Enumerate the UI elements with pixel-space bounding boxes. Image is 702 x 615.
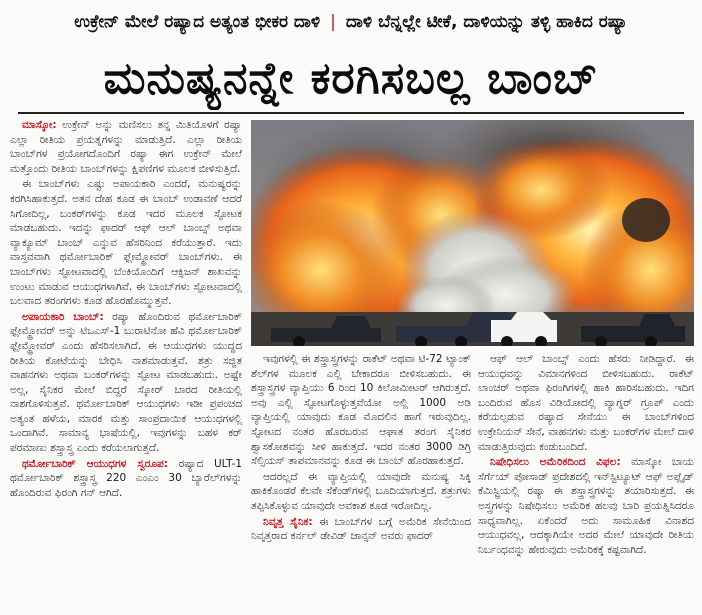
kicker-line: [0, 0, 702, 44]
paragraph: [251, 515, 471, 544]
kicker-divider: |: [330, 12, 336, 32]
dateline: ಮಾಸ್ಕೋ:: [22, 119, 57, 131]
explosion-illustration: [251, 120, 694, 346]
paragraph-text: ಉಕ್ರೇನ್ ಅನ್ನು ಮಣಿಸಲು ತನ್ನ ಮಿತಿಯೊಳಗೆ ರಷ್ಯಾ ಎಲ್ಲಾ ರೀತಿಯ ಪ್ರಯತ್ನಗಳನ್ನು ಮಾಡುತ್ತಿದೆ. ಎಲ್ಲಾ ರೀತಿಯ ಬಾಂಬ್‌ಗಳ ಪ್ರಯೋಗದೊಂದಿಗೆ ರಷ್ಯಾ ಈಗ ಉಕ್ರೇನ್ ಮೇಲೆ ಮತ್ತೊಂದು ರೀತಿಯ ಬಾಂಬ್‌ಗಳನ್ನು ಕ್ಷಿಪಣಿಗಳ ಮೂಲಕ ಬೀಳಿಸುತ್ತಿದೆ.: [10, 119, 243, 175]
paragraph-text: ಈ ಬಾಂಬ್‌ಗಳ ಬಗ್ಗೆ ಅಮೆರಿಕ ಸೇನೆಯಿಂದ ನಿವೃತ್ತರಾದ ಕರ್ನಲ್ ಡೇವಿಡ್ ಜಾನ್ಸನ್ ಅವರು ಫಾದರ್: [251, 515, 471, 543]
explosion-photo: [251, 120, 694, 346]
paragraph: ಆಫ್ ಆಲ್ ಬಾಂಬ್ಸ್ ಎಂದು ಹೆಸರು ನೀಡಿದ್ದಾರೆ. ಈ ಆಯುಧವನ್ನು ವಿಮಾನಗಳಿಂದ ಬೀಳಿಸಬಹುದು. ರಾಕೆಟ್ ಲಾಂಚರ್ ಅಥವಾ ಫಿರಂಗಿಗಳಲ್ಲಿ ಹಾಕಿ ಹಾರಿಸಬಹುದು. ಇದಿಗ ಬಂದಿರುವ ಹೊಸ ವಿಡಿಯೋದಲ್ಲಿ ವ್ಯಾಗ್ನರ್ ಗ್ರೂಪ್ ಎಂದು ಕರೆಯಲ್ಪಡುವ ರಷ್ಯಾದ ಸೇನೆಯು ಈ ಬಾಂಬ್‌ಗಳಿಂದ ಉಕ್ರೇನಿಯನ್ ಸೇನೆ, ವಾಹನಗಳು ಮತ್ತು ಬಂಕರ್‌ಗಳ ಮೇಲೆ ದಾಳಿ ಮಾಡುತ್ತಿರುವುದು ಕಂಡುಬಂದಿದೆ.: [478, 353, 694, 453]
paragraph: [10, 310, 242, 456]
paragraph: [10, 457, 242, 501]
subheading: ನಿಷೇಧಿಸಲು ಅಮೆರಿಕದಿಂದ ವಿಫಲ:: [490, 456, 621, 469]
paragraph-text: ರಷ್ಯಾ ಹೊಂದಿರುವ ಥರ್ಮೋಬಾರಿಕ್ ಫ್ಲೇಮ್ಥ್ರೋವರ್ ಅನ್ನು ಟಿಒಎಸ್-1 ಬುರಾಟಿನೋ ಹೆವಿ ಥರ್ಮೋಬಾರಿಕ್ ಫ್ಲೇಮ್ಥ್ರೋವರ್ ಎಂದು ಹೆಸರಿಸಲಾಗಿದೆ. ಈ ಆಯುಧಗಳು ಯುದ್ಧದ ರೀತಿಯ ಕೋಟೆಯನ್ನು ಬೇಧಿಸಿ ನಾಶಮಾಡುತ್ತವೆ. ಶತ್ರು ಸಜ್ಜಿತ ವಾಹನಗಳು ಅಥವಾ ಬಂಕರ್‌ಗಳನ್ನು ಸ್ಫೋಟ ಮಾಡಬಹುದು. ಅಷ್ಟೇ ಅಲ್ಲ, ಸೈನಿಕರ ಮೇಲೆ ಬಿದ್ದರೆ ಸ್ಕೋರ್ ಬಾರದ ರೀತಿಯಲ್ಲಿ ನಾಶಗೊಳಿಸುತ್ತವೆ. ಥರ್ಮೋಬಾರಿಕ್ ಆಯುಧಗಳು ಇಡೀ ಪ್ರಪಂಚದ ಅತ್ಯಂತ ಹಳೆಯ, ಮಾರಕ ಮತ್ತು ಸಾಂಪ್ರದಾಯಿಕ ಆಯುಧಗಳಲ್ಲಿ ಒಂದಾಗಿವೆ. ಸಾಮಾನ್ಯ ಭಾಷೆಯಲ್ಲಿ, ಇವುಗಳನ್ನು ಬಹಳ ಕರ್ ಪರಮಾಣು ಶಸ್ತ್ರಾಸ್ತ್ರ ಎಂದು ಕರೆಯಲಾಗುತ್ತದೆ.: [10, 310, 242, 455]
subheading: ಥರ್ಮೋಬಾರಿಕ್ ಆಯುಧಗಳ ಸ್ವರೂಪ:: [22, 457, 168, 470]
headline-rule: [18, 112, 684, 114]
article-left-column: [10, 118, 242, 501]
kicker-left: ಉಕ್ರೇನ್ ಮೇಲೆ ರಷ್ಯಾದ ಅತ್ಯಂತ ಭೀಕರ ದಾಳಿ: [74, 12, 321, 32]
paragraph: ಆದರಲ್ಲದೆ ಈ ವ್ಯಾಪ್ತಿಯಲ್ಲಿ ಯಾವುದೇ ಮನುಷ್ಯ ಸಿಕ್ಕಿ ಹಾಕಿಕೊಂಡರೆ ಕೆಲವೇ ಸೆಕೆಂಡ್‌ಗಳಲ್ಲಿ ಬೂದಿಯಾಗುತ್ತದೆ. ಶತ್ರುಗಳು ತಪ್ಪಿಸಿಕೊಳ್ಳುವ ಯಾವುದೇ ಅವಕಾಶ ಕೂಡ ಇರೋದಿಲ್ಲ.: [251, 470, 471, 512]
article-middle-column: [251, 352, 471, 545]
paragraph: ಇವುಗಳಲ್ಲಿ ಈ ಶಸ್ತ್ರಾಸ್ತ್ರಗಳನ್ನು ರಾಕೆಟ್ ಅಥವಾ ಟಿ-72 ಟ್ಯಾಂಕ್ ಶೆಲ್‌ಗಳ ಮೂಲಕ ಎಲ್ಲಿ ಬೇಕಾದರೂ ಬೀಳಿಸಬಹುದು. ಈ ಶಸ್ತ್ರಾಸ್ತ್ರಗಳ ವ್ಯಾಪ್ತಿಯು 6 ರಿಂದ 10 ಕಿಲೋಮೀಟರ್ ಆಗಿರುತ್ತದೆ. ಅವು ಎಲ್ಲಿ ಸ್ಫೋಟಗೊಳ್ಳುತ್ತವೆಯೋ ಅಲ್ಲಿ 1000 ಅಡಿ ವ್ಯಾಪ್ತಿಯಲ್ಲಿ ಯಾವುದು ಕೂಡ ಮೊದಲಿನ ಹಾಗೆ ಇರುವುದಿಲ್ಲ. ಸ್ಫೋಟದ ನಂತರ ಹೊರಬರುವ ಆಘಾತ ತರಂಗ ಸೈನಿಕರ ಶ್ವಾಸಕೋಶವನ್ನು ಸೀಳಿ ಹಾಕುತ್ತದೆ. ಇದರ ನಂತರ 3000 ಡಿಗ್ರಿ ಸೆಲ್ಸಿಯಸ್ ತಾಪಮಾನವನ್ನು ಕೂಡ ಈ ಬಾಂಬ್ ಹೊರಹಾಕುತ್ತದೆ.: [251, 353, 471, 468]
paragraph: [478, 455, 694, 557]
paragraph: [10, 118, 242, 176]
kicker-right: ದಾಳಿ ಬೆನ್ನಲ್ಲೇ ಟೀಕೆ, ದಾಳಿಯನ್ನು ತಳ್ಳಿ ಹಾಕಿದ ರಷ್ಯಾ: [345, 12, 628, 32]
subheading: ಅಪಾಯಕಾರಿ ಬಾಂಬ್:: [22, 310, 104, 323]
article-right-column: [478, 352, 694, 558]
paragraph: ಈ ಬಾಂಬ್‌ಗಳು ಎಷ್ಟು ಅಪಾಯಕಾರಿ ಎಂದರೆ, ಮನುಷ್ಯರನ್ನು ಕರಗಿಸಿಹಾಕುತ್ತದೆ. ಅತನ ದೇಹ ಕೂಡ ಈ ಬಾಂಬ್ ಉಡಾವಣೆ ಆದರೆ ಸಿಗೋದಿಲ್ಲ, ಬಂಕರ್‌ಗಳನ್ನು ಕೂಡ ಇದರ ಮೂಲಕ ಸ್ಫೋಟಕ ಮಾಡಬಹುದು. ಇದನ್ನು ಫಾದರ್ ಆಫ್ ಆಲ್ ಬಾಂಬ್ಸ್ ಅಥವಾ ವ್ಯಾಕ್ಯೂಮ್ ಬಾಂಬ್ ಎನ್ನುವ ಹೆಸರಿನಿಂದ ಕರೆಯುತ್ತಾರೆ. ಇದು ವಾಸ್ತವವಾಗಿ ಥರ್ಮೋಬಾರಿಕ್ ಫ್ಲೇಮ್ಥ್ರೋವರ್ ಬಾಂಬ್‌ಗಳು. ಈ ಬಾಂಬ್‌ಗಳು ಸ್ಫೋಟವಾದಲ್ಲಿ ಬೆಂಕಿಯೊಂದಿಗೆ ಆಕ್ಸಿಜನ್ ಶಾಖವನ್ನು ಉಂಟು ಮಾಡುವ ಆಯುಧಗಳಾಗಿವೆ. ಈ ಬಾಂಬ್‌ಗಳು ಸ್ಫೋಟವಾದಲ್ಲಿ ಬಲವಾದ ತರಂಗಗಳು ಕೂಡ ಹೊರಹೊಮ್ಮುತ್ತವೆ.: [10, 178, 242, 308]
subheading: ನಿವೃತ್ತ ಸೈನಿಕ:: [263, 515, 313, 528]
headline: ಮನುಷ್ಯನನ್ನೇ ಕರಗಿಸಬಲ್ಲ ಬಾಂಬ್: [103, 52, 599, 104]
paragraph-text: ಮಾಸ್ಕೋ ಬಾಯ ಸೆರ್ಗೆಯ್ ಪೋಸಾಡ್ ಪ್ರದೇಶದಲ್ಲಿ ಇನ್‌ಸ್ಟಿಟ್ಯೂಟ್ ಆಫ್ ಅಪ್ಲೈಡ್ ಕೆಮಿಸ್ಟ್ರಿಯಲ್ಲಿ ರಷ್ಯಾ ಈ ಶಸ್ತ್ರಾಸ್ತ್ರಗಳನ್ನು ತಯಾರಿಸುತ್ತದೆ. ಈ ಅಸ್ತ್ರಗಳನ್ನು ನಿಷೇಧಿಸಲು ಅಮೆರಿಕ ಹಲವು ಬಾರಿ ಪ್ರಯತ್ನಿಸಿದರೂ ಸಾಧ್ಯವಾಗಿಲ್ಲ. ಏಕೆಂದರೆ ಅದು ಸಾಮೂಹಿಕ ವಿನಾಶದ ಆಯುಧವಲ್ಲ, ಆದಕ್ಕಾಗಿಯೇ ಅದರ ಮೇಲೆ ಯಾವುದೇ ರೀತಿಯ ನಿರ್ಬಂಧವನ್ನು ಹೇರುವುದು ಅಮೆರಿಕಕ್ಕೆ ಕಷ್ಟವಾಗಿದೆ.: [478, 456, 695, 556]
paragraph-text: ರಷ್ಯಾದ ULT-1 ಥರ್ಮೋಬಾರಿಕ್ ಶಸ್ತ್ರಾಸ್ತ್ರ 220 ಎಂಎಂ 30 ಬ್ಯಾರೆಲ್‌ಗಳನ್ನು ಹೊಂದಿರುವ ಫಿರಂಗಿ ಗನ್ ಆಗಿದೆ.: [10, 457, 242, 499]
